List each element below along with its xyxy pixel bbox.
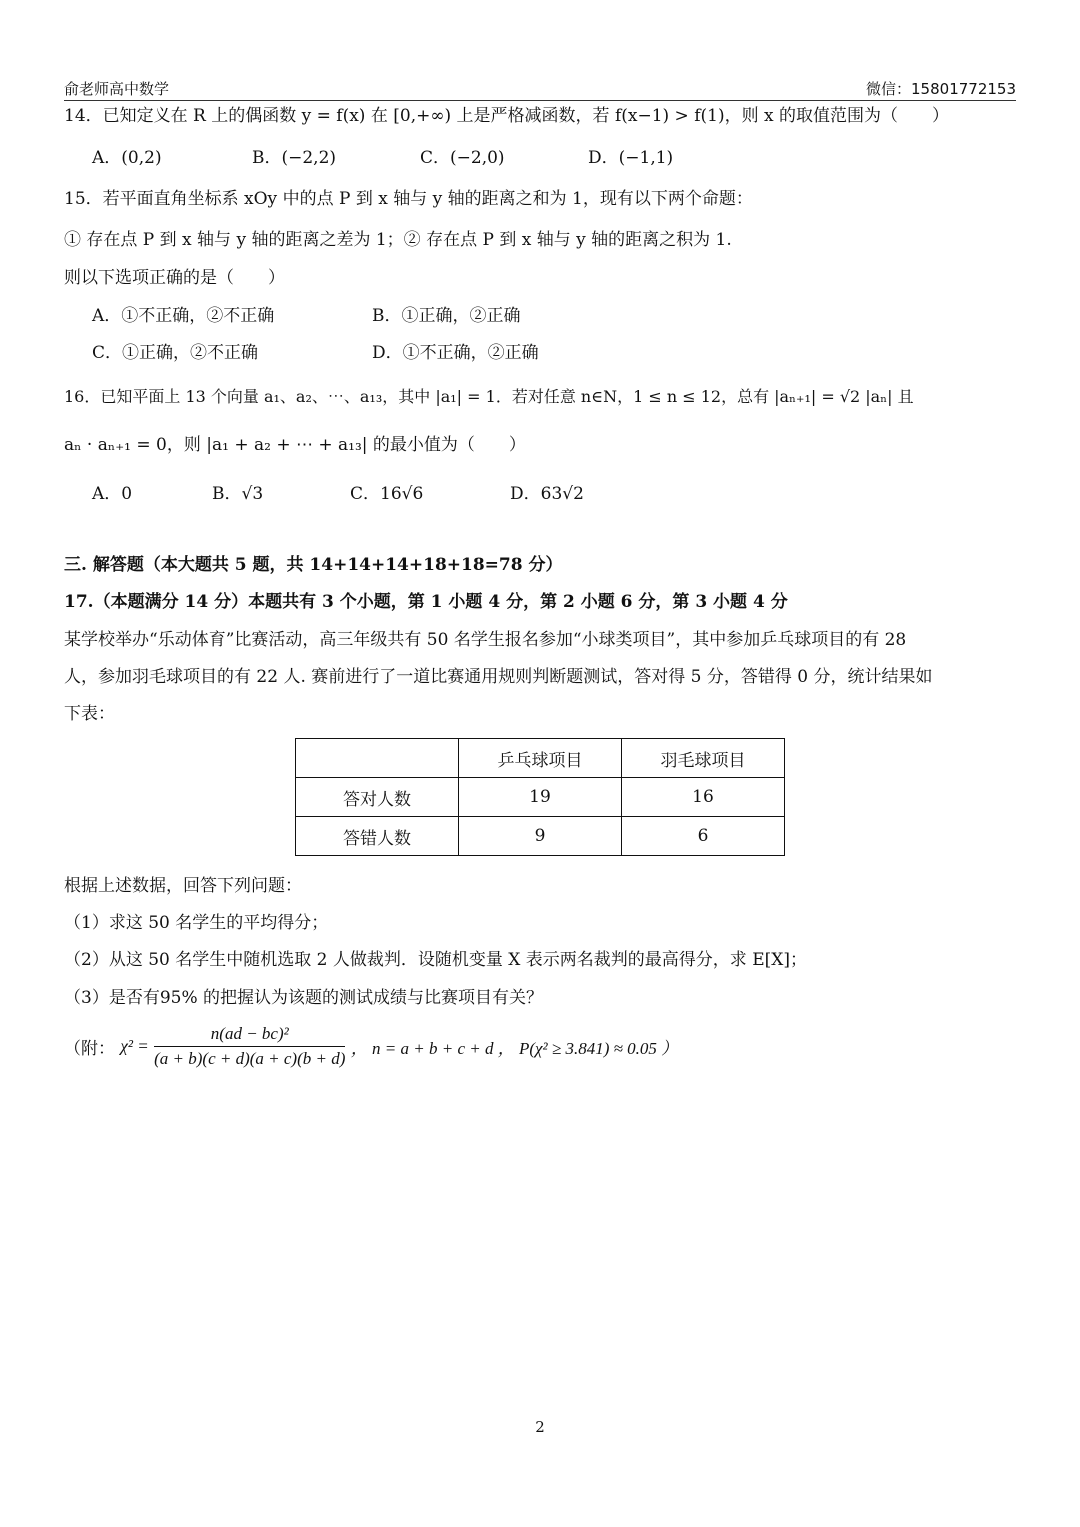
table-cell: 6 [622, 817, 785, 856]
section-heading: 三. 解答题（本大题共 5 题，共 14+14+14+18+18=78 分） [64, 555, 563, 575]
table-row [296, 778, 785, 817]
q17-paragraph-2: 人，参加羽毛球项目的有 22 人. 赛前进行了一道比赛通用规则判断题测试，答对得 5 分，答错得 0 分，统计结果如 [64, 667, 933, 687]
note-prefix: （附： [64, 1039, 115, 1059]
chi-square-formula [154, 1024, 345, 1069]
formula-numerator: n(ad − bc)² [154, 1024, 345, 1047]
header-contact: 微信：15801772153 [866, 80, 1016, 98]
q15-propositions: ① 存在点 P 到 x 轴与 y 轴的距离之差为 1；② 存在点 P 到 x 轴与 y 轴的距离之积为 1. [64, 230, 732, 250]
note-rest: ， n = a + b + c + d ， P(χ² ≥ 3.841) ≈ 0.05 ） [350, 1039, 679, 1058]
q17-paragraph-1: 某学校举办“乐动体育”比赛活动，高三年级共有 50 名学生报名参加“小球类项目”，其中参加乒乓球项目的有 28 [64, 630, 907, 650]
q17-appendix-note [64, 1024, 1020, 1069]
q16-option-d: D．63√2 [510, 484, 584, 504]
note-chi-square: χ² = [120, 1036, 149, 1056]
table-row [296, 817, 785, 856]
q17-after-table: 根据上述数据，回答下列问题： [64, 876, 302, 896]
formula-denominator: (a + b)(c + d)(a + c)(b + d) [154, 1049, 346, 1068]
table-header-cell: 乒乓球项目 [459, 739, 622, 778]
q15-stem: 15．若平面直角坐标系 xOy 中的点 P 到 x 轴与 y 轴的距离之和为 1，现有以下两个命题： [64, 189, 753, 209]
table-cell: 19 [459, 778, 622, 817]
q17-sub-question-1: （1）求这 50 名学生的平均得分； [64, 913, 329, 933]
table-row-label: 答对人数 [296, 778, 459, 817]
q17-paragraph-3: 下表： [64, 704, 115, 724]
q14-stem: 14．已知定义在 R 上的偶函数 y = f(x) 在 [0,+∞) 上是严格减函数，若 f(x−1) > f(1)，则 x 的取值范围为（ ） [64, 106, 949, 126]
table-corner-cell [296, 739, 459, 778]
q14-option-a: A．(0,2) [92, 148, 162, 168]
q17-sub-question-3: （3）是否有95% 的把握认为该题的测试成绩与比赛项目有关？ [64, 988, 544, 1008]
q15-prompt: 则以下选项正确的是（ ） [64, 268, 285, 288]
q14-option-c: C．(−2,0) [420, 148, 505, 168]
q14-option-d: D．(−1,1) [588, 148, 674, 168]
q15-option-d: D．①不正确，②正确 [372, 343, 539, 363]
table-row-label: 答错人数 [296, 817, 459, 856]
q16-line-2: aₙ · aₙ₊₁ = 0，则 |a₁ + a₂ + ⋯ + a₁₃| 的最小值为（ ） [64, 435, 526, 455]
q16-line-1: 16．已知平面上 13 个向量 a₁、a₂、⋯、a₁₃，其中 |a₁| = 1．若对任意 n∈N，1 ≤ n ≤ 12，总有 |aₙ₊₁| = √2 |aₙ| 且 [64, 387, 914, 406]
page-header [64, 74, 1016, 101]
q17-title: 17.（本题满分 14 分）本题共有 3 个小题，第 1 小题 4 分，第 2 小题 6 分，第 3 小题 4 分 [64, 592, 788, 612]
table-cell: 9 [459, 817, 622, 856]
table-header-cell: 羽毛球项目 [622, 739, 785, 778]
q17-sub-question-2: （2）从这 50 名学生中随机选取 2 人做裁判．设随机变量 X 表示两名裁判的最高得分，求 E[X]； [64, 950, 807, 970]
page-number: 2 [535, 1418, 545, 1436]
q14-option-b: B．(−2,2) [252, 148, 337, 168]
q16-option-b: B．√3 [212, 484, 264, 504]
q15-option-b: B．①正确，②正确 [372, 306, 521, 326]
header-author: 俞老师高中数学 [64, 80, 170, 98]
q16-option-a: A．0 [92, 484, 133, 504]
table-header-row [296, 739, 785, 778]
q15-option-a: A．①不正确，②不正确 [92, 306, 275, 326]
results-table [295, 738, 785, 856]
q15-option-c: C．①正确，②不正确 [92, 343, 259, 363]
q16-option-c: C．16√6 [350, 484, 424, 504]
table-cell: 16 [622, 778, 785, 817]
